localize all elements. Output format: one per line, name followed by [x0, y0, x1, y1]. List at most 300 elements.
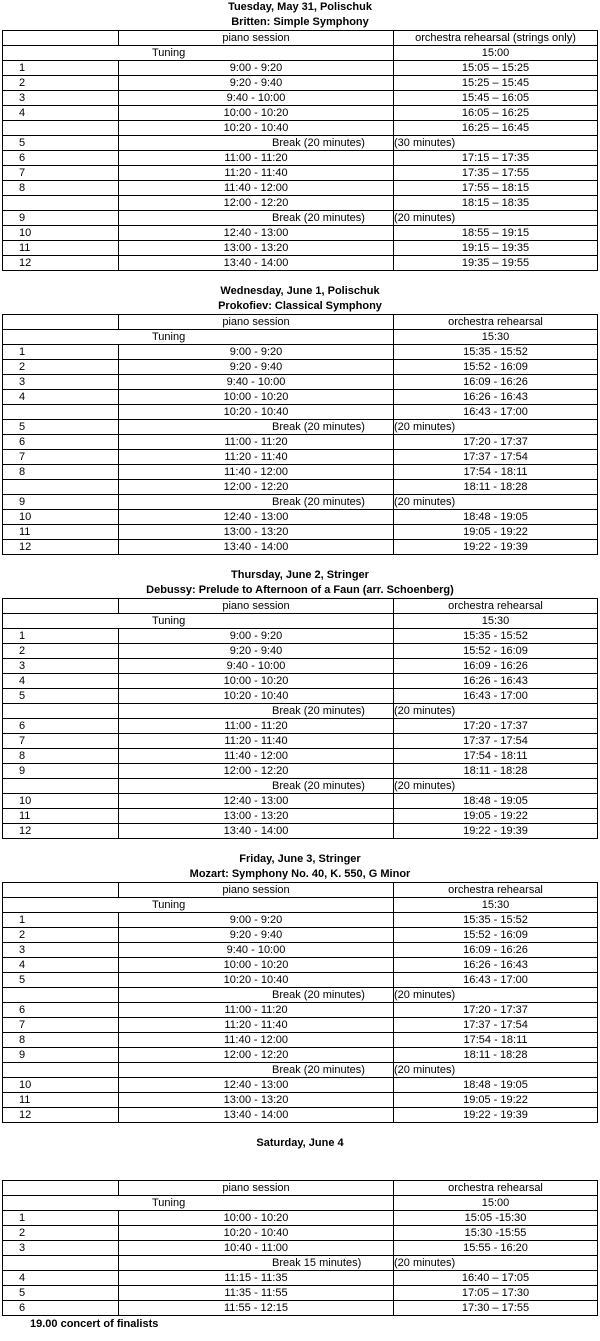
piano-time: 13:00 - 13:20: [119, 809, 394, 824]
break-orchestra: (20 minutes): [394, 1063, 598, 1078]
slot-number: 4: [3, 674, 119, 689]
piano-time: 9:40 - 10:00: [119, 375, 394, 390]
orchestra-time: 16:26 - 16:43: [394, 390, 598, 405]
orchestra-rehearsal-header: orchestra rehearsal: [394, 599, 598, 614]
slot-number: [3, 196, 119, 211]
piano-time: 11:20 - 11:40: [119, 1018, 394, 1033]
table-row: [3, 1033, 598, 1048]
slot-number: 4: [3, 958, 119, 973]
table-row: [3, 106, 598, 121]
header-num-cell: [3, 31, 119, 46]
piano-time: 10:00 - 10:20: [119, 106, 394, 121]
tuning-row: [3, 46, 598, 61]
orchestra-time: 16:09 - 16:26: [394, 943, 598, 958]
table-row: [3, 1108, 598, 1123]
break-piano: Break (20 minutes): [119, 211, 394, 226]
slot-number: 6: [3, 151, 119, 166]
header-row: [3, 883, 598, 898]
slot-number: 6: [3, 1301, 119, 1316]
piano-time: 10:00 - 10:20: [119, 1211, 394, 1226]
slot-number: 11: [3, 809, 119, 824]
piano-time: 10:00 - 10:20: [119, 674, 394, 689]
slot-number: 10: [3, 226, 119, 241]
break-piano: Break (20 minutes): [119, 136, 394, 151]
orchestra-time: 17:20 - 17:37: [394, 435, 598, 450]
schedule-table: [2, 598, 598, 839]
table-row: [3, 749, 598, 764]
table-row: [3, 644, 598, 659]
orchestra-rehearsal-header: orchestra rehearsal: [394, 315, 598, 330]
table-row: [3, 1048, 598, 1063]
table-row: [3, 973, 598, 988]
piano-time: 9:00 - 9:20: [119, 345, 394, 360]
slot-number: 4: [3, 1271, 119, 1286]
orchestra-time: 19:22 - 19:39: [394, 1108, 598, 1123]
table-row: [3, 196, 598, 211]
break-piano: Break 15 minutes): [119, 1256, 394, 1271]
orchestra-time: 16:05 – 16:25: [394, 106, 598, 121]
slot-number: 2: [3, 1226, 119, 1241]
table-row: [3, 166, 598, 181]
table-row: [3, 1018, 598, 1033]
orchestra-time: 17:35 – 17:55: [394, 166, 598, 181]
tuning-label: Tuning: [3, 46, 394, 61]
slot-number: [3, 480, 119, 495]
break-piano: Break (20 minutes): [119, 1063, 394, 1078]
day-title: Saturday, June 4: [256, 1137, 344, 1149]
slot-number: 5: [3, 1286, 119, 1301]
piano-time: 12:00 - 12:20: [119, 480, 394, 495]
break-row: [3, 988, 598, 1003]
slot-number: [3, 779, 119, 794]
slot-number: 5: [3, 689, 119, 704]
orchestra-time: 19:35 – 19:55: [394, 256, 598, 271]
piano-time: 12:00 - 12:20: [119, 1048, 394, 1063]
table-row: [3, 1286, 598, 1301]
piano-time: 11:40 - 12:00: [119, 1033, 394, 1048]
slot-number: 8: [3, 1033, 119, 1048]
day-block: [0, 0, 600, 271]
slot-number: 8: [3, 465, 119, 480]
day-subtitle: Prokofiev: Classical Symphony: [218, 300, 382, 312]
tuning-label: Tuning: [3, 614, 394, 629]
orchestra-time: 17:30 – 17:55: [394, 1301, 598, 1316]
slot-number: 2: [3, 360, 119, 375]
day-subtitle: Debussy: Prelude to Afternoon of a Faun (arr. Schoenberg): [146, 584, 454, 596]
table-row: [3, 1271, 598, 1286]
orchestra-time: 18:11 - 18:28: [394, 480, 598, 495]
table-row: [3, 958, 598, 973]
day-title: Friday, June 3, Stringer: [239, 853, 361, 865]
piano-time: 11:40 - 12:00: [119, 749, 394, 764]
orchestra-time: 15:25 – 15:45: [394, 76, 598, 91]
break-piano: Break (20 minutes): [119, 988, 394, 1003]
slot-number: 1: [3, 61, 119, 76]
piano-time: 12:40 - 13:00: [119, 794, 394, 809]
slot-number: [3, 405, 119, 420]
orchestra-time: 17:20 - 17:37: [394, 719, 598, 734]
slot-number: 3: [3, 659, 119, 674]
header-row: [3, 599, 598, 614]
header-num-cell: [3, 315, 119, 330]
slot-number: 5: [3, 973, 119, 988]
break-orchestra: (20 minutes): [394, 1256, 598, 1271]
orchestra-time: 17:37 - 17:54: [394, 450, 598, 465]
slot-number: 2: [3, 928, 119, 943]
slot-number: 11: [3, 241, 119, 256]
header-num-cell: [3, 1181, 119, 1196]
tuning-row: [3, 614, 598, 629]
orchestra-time: 17:54 - 18:11: [394, 1033, 598, 1048]
table-row: [3, 525, 598, 540]
table-row: [3, 943, 598, 958]
slot-number: 6: [3, 719, 119, 734]
piano-time: 9:40 - 10:00: [119, 943, 394, 958]
table-row: [3, 375, 598, 390]
orchestra-time: 18:48 - 19:05: [394, 794, 598, 809]
slot-number: 7: [3, 450, 119, 465]
table-row: [3, 241, 598, 256]
piano-time: 9:20 - 9:40: [119, 76, 394, 91]
slot-number: 3: [3, 91, 119, 106]
day-subtitle: Mozart: Symphony No. 40, K. 550, G Minor: [189, 868, 411, 880]
slot-number: 1: [3, 913, 119, 928]
table-row: [3, 226, 598, 241]
orchestra-time: 16:09 - 16:26: [394, 375, 598, 390]
slot-number: 8: [3, 749, 119, 764]
break-orchestra: (20 minutes): [394, 420, 598, 435]
break-row: [3, 779, 598, 794]
table-row: [3, 465, 598, 480]
slot-number: [3, 988, 119, 1003]
table-row: [3, 674, 598, 689]
tuning-time: 15:00: [394, 46, 598, 61]
piano-time: 10:00 - 10:20: [119, 958, 394, 973]
orchestra-time: 18:11 - 18:28: [394, 1048, 598, 1063]
break-row: [3, 704, 598, 719]
orchestra-time: 19:05 - 19:22: [394, 1093, 598, 1108]
day-block: [0, 1136, 600, 1316]
tuning-time: 15:30: [394, 898, 598, 913]
slot-number: 9: [3, 1048, 119, 1063]
slot-number: 5: [3, 420, 119, 435]
orchestra-time: 15:45 – 16:05: [394, 91, 598, 106]
table-row: [3, 719, 598, 734]
orchestra-time: 15:05 -15:30: [394, 1211, 598, 1226]
slot-number: 3: [3, 375, 119, 390]
concert-note: 19.00 concert of finalists: [30, 1318, 159, 1330]
table-row: [3, 928, 598, 943]
table-row: [3, 689, 598, 704]
table-row: [3, 913, 598, 928]
slot-number: 9: [3, 211, 119, 226]
table-row: [3, 1211, 598, 1226]
table-row: [3, 1078, 598, 1093]
schedule-table: [2, 882, 598, 1123]
orchestra-time: 19:22 - 19:39: [394, 824, 598, 839]
table-row: [3, 91, 598, 106]
break-row: [3, 211, 598, 226]
slot-number: 4: [3, 106, 119, 121]
piano-time: 11:55 - 12:15: [119, 1301, 394, 1316]
orchestra-time: 15:35 - 15:52: [394, 629, 598, 644]
orchestra-time: 17:15 – 17:35: [394, 151, 598, 166]
piano-time: 10:20 - 10:40: [119, 689, 394, 704]
slot-number: 1: [3, 1211, 119, 1226]
orchestra-time: 17:37 - 17:54: [394, 1018, 598, 1033]
schedule-table: [2, 314, 598, 555]
table-row: [3, 480, 598, 495]
orchestra-time: 16:25 – 16:45: [394, 121, 598, 136]
orchestra-rehearsal-header: orchestra rehearsal: [394, 1181, 598, 1196]
table-row: [3, 1301, 598, 1316]
tuning-label: Tuning: [3, 898, 394, 913]
header-row: [3, 1181, 598, 1196]
piano-time: 12:40 - 13:00: [119, 226, 394, 241]
piano-time: 12:40 - 13:00: [119, 510, 394, 525]
table-row: [3, 61, 598, 76]
slot-number: 7: [3, 1018, 119, 1033]
orchestra-time: 15:30 -15:55: [394, 1226, 598, 1241]
piano-time: 11:35 - 11:55: [119, 1286, 394, 1301]
piano-time: 12:40 - 13:00: [119, 1078, 394, 1093]
orchestra-time: 18:48 - 19:05: [394, 510, 598, 525]
orchestra-time: 15:35 - 15:52: [394, 345, 598, 360]
day-block: [0, 852, 600, 1123]
piano-time: 9:20 - 9:40: [119, 360, 394, 375]
slot-number: 11: [3, 1093, 119, 1108]
slot-number: 1: [3, 345, 119, 360]
header-num-cell: [3, 883, 119, 898]
orchestra-time: 17:05 – 17:30: [394, 1286, 598, 1301]
piano-time: 13:40 - 14:00: [119, 824, 394, 839]
table-row: [3, 390, 598, 405]
table-row: [3, 540, 598, 555]
table-row: [3, 76, 598, 91]
day-title: Tuesday, May 31, Polischuk: [228, 1, 372, 13]
day-title: Thursday, June 2, Stringer: [231, 569, 369, 581]
tuning-row: [3, 330, 598, 345]
tuning-time: 15:00: [394, 1196, 598, 1211]
table-row: [3, 256, 598, 271]
piano-session-header: piano session: [119, 315, 394, 330]
piano-time: 10:20 - 10:40: [119, 121, 394, 136]
tuning-time: 15:30: [394, 614, 598, 629]
table-row: [3, 824, 598, 839]
piano-time: 11:00 - 11:20: [119, 151, 394, 166]
table-row: [3, 764, 598, 779]
break-row: [3, 420, 598, 435]
table-row: [3, 360, 598, 375]
slot-number: 5: [3, 136, 119, 151]
piano-time: 9:00 - 9:20: [119, 913, 394, 928]
orchestra-time: 19:05 - 19:22: [394, 809, 598, 824]
slot-number: 7: [3, 166, 119, 181]
table-row: [3, 181, 598, 196]
slot-number: 2: [3, 644, 119, 659]
break-orchestra: (20 minutes): [394, 779, 598, 794]
piano-time: 9:40 - 10:00: [119, 659, 394, 674]
orchestra-time: 16:26 - 16:43: [394, 674, 598, 689]
slot-number: 8: [3, 181, 119, 196]
orchestra-time: 18:11 - 18:28: [394, 764, 598, 779]
piano-time: 13:00 - 13:20: [119, 525, 394, 540]
piano-time: 11:00 - 11:20: [119, 719, 394, 734]
table-row: [3, 734, 598, 749]
table-row: [3, 510, 598, 525]
table-row: [3, 435, 598, 450]
piano-time: 9:20 - 9:40: [119, 928, 394, 943]
orchestra-time: 18:55 – 19:15: [394, 226, 598, 241]
orchestra-rehearsal-header: orchestra rehearsal (strings only): [394, 31, 598, 46]
piano-session-header: piano session: [119, 883, 394, 898]
header-row: [3, 31, 598, 46]
day-block: [0, 284, 600, 555]
piano-time: 11:20 - 11:40: [119, 166, 394, 181]
tuning-row: [3, 1196, 598, 1211]
tuning-row: [3, 898, 598, 913]
piano-session-header: piano session: [119, 1181, 394, 1196]
break-orchestra: (20 minutes): [394, 988, 598, 1003]
orchestra-time: 19:22 - 19:39: [394, 540, 598, 555]
piano-time: 13:00 - 13:20: [119, 241, 394, 256]
break-orchestra: (20 minutes): [394, 211, 598, 226]
day-subtitle: Britten: Simple Symphony: [231, 16, 369, 28]
slot-number: [3, 704, 119, 719]
orchestra-time: 16:26 - 16:43: [394, 958, 598, 973]
orchestra-time: 15:05 – 15:25: [394, 61, 598, 76]
table-row: [3, 794, 598, 809]
piano-time: 12:00 - 12:20: [119, 196, 394, 211]
break-piano: Break (20 minutes): [119, 495, 394, 510]
break-orchestra: (20 minutes): [394, 495, 598, 510]
slot-number: 12: [3, 824, 119, 839]
day-subtitle: [0, 1151, 600, 1166]
break-piano: Break (20 minutes): [119, 420, 394, 435]
slot-number: 11: [3, 525, 119, 540]
table-row: [3, 450, 598, 465]
break-row: [3, 1063, 598, 1078]
slot-number: 2: [3, 76, 119, 91]
slot-number: 12: [3, 1108, 119, 1123]
slot-number: [3, 1063, 119, 1078]
break-orchestra: (30 minutes): [394, 136, 598, 151]
break-piano: Break (20 minutes): [119, 704, 394, 719]
slot-number: 10: [3, 1078, 119, 1093]
piano-time: 13:40 - 14:00: [119, 1108, 394, 1123]
table-row: [3, 1241, 598, 1256]
orchestra-time: 17:55 – 18:15: [394, 181, 598, 196]
orchestra-time: 16:43 - 17:00: [394, 405, 598, 420]
schedule-table: [2, 30, 598, 271]
orchestra-time: 17:54 - 18:11: [394, 465, 598, 480]
table-row: [3, 151, 598, 166]
orchestra-time: 15:35 - 15:52: [394, 913, 598, 928]
tuning-time: 15:30: [394, 330, 598, 345]
slot-number: [3, 1256, 119, 1271]
day-title: Wednesday, June 1, Polischuk: [220, 285, 380, 297]
piano-time: 11:00 - 11:20: [119, 435, 394, 450]
piano-session-header: piano session: [119, 599, 394, 614]
piano-time: 12:00 - 12:20: [119, 764, 394, 779]
table-row: [3, 1226, 598, 1241]
piano-time: 11:40 - 12:00: [119, 181, 394, 196]
slot-number: 3: [3, 943, 119, 958]
piano-time: 10:40 - 11:00: [119, 1241, 394, 1256]
orchestra-time: 17:37 - 17:54: [394, 734, 598, 749]
break-orchestra: (20 minutes): [394, 704, 598, 719]
tuning-label: Tuning: [3, 1196, 394, 1211]
slot-number: 12: [3, 256, 119, 271]
table-row: [3, 659, 598, 674]
orchestra-time: 16:43 - 17:00: [394, 973, 598, 988]
piano-time: 10:20 - 10:40: [119, 405, 394, 420]
orchestra-time: 16:40 – 17:05: [394, 1271, 598, 1286]
slot-number: 9: [3, 495, 119, 510]
piano-time: 10:20 - 10:40: [119, 973, 394, 988]
spacer: [0, 1166, 600, 1180]
slot-number: 10: [3, 794, 119, 809]
slot-number: 10: [3, 510, 119, 525]
table-row: [3, 345, 598, 360]
table-row: [3, 121, 598, 136]
break-row: [3, 495, 598, 510]
header-row: [3, 315, 598, 330]
table-row: [3, 1093, 598, 1108]
piano-time: 9:40 - 10:00: [119, 91, 394, 106]
orchestra-time: 15:52 - 16:09: [394, 360, 598, 375]
table-row: [3, 809, 598, 824]
piano-time: 11:00 - 11:20: [119, 1003, 394, 1018]
piano-time: 13:40 - 14:00: [119, 540, 394, 555]
day-block: [0, 568, 600, 839]
slot-number: 1: [3, 629, 119, 644]
tuning-label: Tuning: [3, 330, 394, 345]
piano-time: 11:20 - 11:40: [119, 450, 394, 465]
orchestra-rehearsal-header: orchestra rehearsal: [394, 883, 598, 898]
header-num-cell: [3, 599, 119, 614]
slot-number: 6: [3, 435, 119, 450]
piano-time: 10:00 - 10:20: [119, 390, 394, 405]
break-piano: Break (20 minutes): [119, 779, 394, 794]
piano-time: 13:00 - 13:20: [119, 1093, 394, 1108]
orchestra-time: 19:05 - 19:22: [394, 525, 598, 540]
slot-number: 6: [3, 1003, 119, 1018]
slot-number: 4: [3, 390, 119, 405]
piano-session-header: piano session: [119, 31, 394, 46]
orchestra-time: 16:09 - 16:26: [394, 659, 598, 674]
piano-time: 11:15 - 11:35: [119, 1271, 394, 1286]
orchestra-time: 15:55 - 16:20: [394, 1241, 598, 1256]
break-row: [3, 1256, 598, 1271]
orchestra-time: 18:15 – 18:35: [394, 196, 598, 211]
slot-number: [3, 121, 119, 136]
table-row: [3, 629, 598, 644]
piano-time: 9:00 - 9:20: [119, 61, 394, 76]
piano-time: 10:20 - 10:40: [119, 1226, 394, 1241]
slot-number: 3: [3, 1241, 119, 1256]
orchestra-time: 15:52 - 16:09: [394, 928, 598, 943]
table-row: [3, 1003, 598, 1018]
schedule-table: [2, 1180, 598, 1316]
piano-time: 9:00 - 9:20: [119, 629, 394, 644]
piano-time: 11:40 - 12:00: [119, 465, 394, 480]
table-row: [3, 405, 598, 420]
orchestra-time: 17:54 - 18:11: [394, 749, 598, 764]
piano-time: 11:20 - 11:40: [119, 734, 394, 749]
orchestra-time: 18:48 - 19:05: [394, 1078, 598, 1093]
orchestra-time: 16:43 - 17:00: [394, 689, 598, 704]
